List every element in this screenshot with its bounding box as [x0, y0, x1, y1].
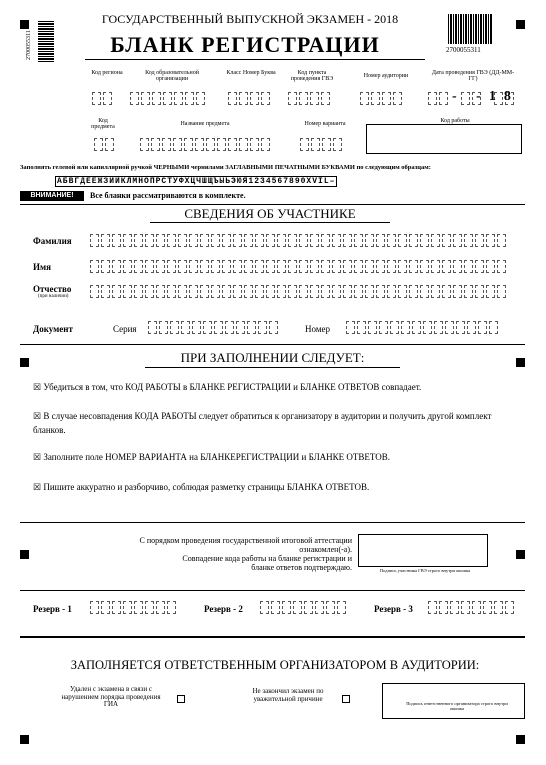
letter-cell[interactable]	[90, 285, 99, 298]
letter-cell[interactable]	[211, 285, 220, 298]
letter-cell[interactable]	[354, 234, 363, 247]
letter-cell[interactable]	[277, 234, 286, 247]
org-code-label: Код образовательной организации	[145, 70, 199, 82]
attention-text: Все бланки рассматриваются в комплекте.	[90, 191, 246, 200]
letter-cell[interactable]	[431, 285, 440, 298]
letter-cell[interactable]	[310, 285, 319, 298]
letter-cell[interactable]	[310, 234, 319, 247]
letter-cell[interactable]	[398, 260, 407, 273]
reserve-3-field[interactable]	[428, 601, 516, 614]
letter-cell[interactable]	[233, 234, 242, 247]
work-code-box[interactable]	[366, 124, 522, 154]
reserve-1-field[interactable]	[90, 601, 178, 614]
letter-cell[interactable]	[200, 234, 209, 247]
sample-characters	[55, 177, 337, 186]
letter-cell[interactable]	[90, 234, 99, 247]
attention-badge: ВНИМАНИЕ!	[20, 191, 84, 201]
letter-cell[interactable]	[244, 285, 253, 298]
letter-cell[interactable]	[156, 260, 165, 273]
letter-cell[interactable]	[244, 234, 253, 247]
series-field[interactable]	[148, 321, 280, 334]
letter-cell[interactable]	[244, 260, 253, 273]
rule-text: Заполните поле НОМЕР ВАРИАНТА на БЛАНКЕРЕГИСТРАЦИИ и БЛАНКЕ ОТВЕТОВ.	[43, 452, 391, 462]
subject-name-field[interactable]	[140, 138, 272, 151]
reserve-1-label: Резерв - 1	[33, 604, 72, 614]
ack-line-3: Совпадение кода работы на бланке регистрации и	[182, 554, 352, 563]
reserve-2-label: Резерв - 2	[204, 604, 243, 614]
letter-cell[interactable]	[310, 260, 319, 273]
organizer-section-title: ЗАПОЛНЯЕТСЯ ОТВЕТСТВЕННЫМ ОРГАНИЗАТОРОМ В АУДИТОРИИ:	[70, 658, 480, 672]
letter-cell[interactable]	[365, 260, 374, 273]
letter-cell[interactable]	[453, 260, 462, 273]
letter-cell[interactable]	[321, 285, 330, 298]
barcode-right	[448, 14, 492, 44]
letter-cell[interactable]	[442, 234, 451, 247]
rule-text: В случае несовпадения КОДА РАБОТЫ следует обратиться к организатору в аудитории и получить другой комплект бланков.	[33, 411, 492, 435]
letter-cell[interactable]	[123, 260, 132, 273]
checkbox-icon: ☒	[33, 482, 44, 492]
corner-marker	[20, 358, 29, 367]
letter-cell[interactable]	[211, 234, 220, 247]
letter-cell[interactable]	[475, 234, 484, 247]
ack-line-1: С порядком проведения государственной итоговой аттестации	[139, 536, 352, 545]
letter-cell[interactable]	[233, 285, 242, 298]
letter-cell[interactable]	[123, 285, 132, 298]
corner-marker	[20, 550, 29, 559]
letter-cell[interactable]	[431, 234, 440, 247]
letter-cell[interactable]	[222, 234, 231, 247]
letter-cell[interactable]	[420, 285, 429, 298]
removed-label: Удален с экзамена в связи с нарушением порядка проведения ГИА	[61, 685, 161, 708]
not-finished-label: Не закончил экзамен по уважительной причине	[252, 687, 324, 703]
letter-cell[interactable]	[332, 260, 341, 273]
barcode-left	[38, 20, 54, 62]
letter-cell[interactable]	[222, 260, 231, 273]
patronymic-field[interactable]	[90, 285, 508, 298]
letter-cell[interactable]	[266, 234, 275, 247]
letter-cell[interactable]	[233, 260, 242, 273]
letter-cell[interactable]	[376, 260, 385, 273]
letter-cell[interactable]	[398, 234, 407, 247]
letter-cell[interactable]	[200, 260, 209, 273]
letter-cell[interactable]	[288, 234, 297, 247]
letter-cell[interactable]	[145, 234, 154, 247]
point-code-label: Код пункта проведения ГВЭ	[290, 70, 334, 82]
letter-cell[interactable]	[189, 234, 198, 247]
series-label: Серия	[113, 324, 137, 334]
exam-title: ГОСУДАРСТВЕННЫЙ ВЫПУСКНОЙ ЭКЗАМЕН - 2018	[101, 12, 399, 26]
organizer-signature-caption: Подпись ответственного организатора строго внутри окошка	[406, 701, 508, 711]
letter-cell[interactable]	[497, 234, 506, 247]
letter-cell[interactable]	[288, 285, 297, 298]
reserve-2-field[interactable]	[260, 601, 348, 614]
letter-cell[interactable]	[442, 260, 451, 273]
letter-cell[interactable]	[277, 260, 286, 273]
form-title: БЛАНК РЕГИСТРАЦИИ	[110, 32, 380, 57]
subject-name-label: Название предмета	[180, 121, 230, 127]
letter-cell[interactable]	[321, 234, 330, 247]
corner-marker	[516, 20, 525, 29]
letter-cell[interactable]	[101, 260, 110, 273]
region-code-field[interactable]	[92, 92, 114, 105]
rule-item	[33, 450, 523, 464]
rule-text: Пишите аккуратно и разборчиво, соблюдая разметку страницы БЛАНКА ОТВЕТОВ.	[43, 482, 370, 492]
letter-cell[interactable]	[167, 260, 176, 273]
letter-cell[interactable]	[497, 285, 506, 298]
letter-cell[interactable]	[486, 260, 495, 273]
letter-cell[interactable]	[442, 285, 451, 298]
rule-item	[33, 380, 523, 394]
letter-cell[interactable]	[409, 234, 418, 247]
document-label: Документ	[33, 324, 73, 334]
letter-cell[interactable]	[266, 285, 275, 298]
letter-cell[interactable]	[354, 260, 363, 273]
exam-date-label: Дата проведения ГВЭ (ДД-ММ-ГГ)	[431, 70, 515, 82]
org-code-field[interactable]	[130, 92, 207, 105]
barcode-number-right: 2700055311	[446, 46, 481, 54]
letter-cell[interactable]	[145, 285, 154, 298]
subject-code-field[interactable]	[94, 138, 116, 151]
rule-item	[33, 409, 523, 437]
corner-marker	[516, 735, 525, 744]
corner-marker	[516, 358, 525, 367]
letter-cell[interactable]	[409, 260, 418, 273]
corner-marker	[20, 735, 29, 744]
letter-cell[interactable]	[134, 285, 143, 298]
letter-cell[interactable]	[464, 285, 473, 298]
checkbox-icon: ☒	[33, 452, 44, 462]
letter-cell[interactable]	[321, 260, 330, 273]
letter-cell[interactable]	[156, 285, 165, 298]
letter-cell[interactable]	[453, 234, 462, 247]
letter-cell[interactable]	[200, 285, 209, 298]
letter-cell[interactable]	[189, 285, 198, 298]
corner-marker	[20, 20, 29, 29]
letter-cell[interactable]	[101, 234, 110, 247]
letter-cell[interactable]	[255, 260, 264, 273]
letter-cell[interactable]	[453, 285, 462, 298]
name-label: Имя	[33, 262, 51, 272]
letter-cell[interactable]	[112, 260, 121, 273]
participant-signature-box[interactable]	[358, 534, 488, 567]
subject-code-label: Код предмета	[91, 118, 115, 130]
letter-cell[interactable]	[189, 260, 198, 273]
letter-cell[interactable]	[101, 285, 110, 298]
patronymic-label: Отчество	[33, 284, 72, 294]
letter-cell[interactable]	[288, 260, 297, 273]
letter-cell[interactable]	[365, 234, 374, 247]
number-label: Номер	[305, 324, 331, 334]
letter-cell[interactable]	[255, 234, 264, 247]
letter-cell[interactable]	[167, 234, 176, 247]
letter-cell[interactable]	[464, 260, 473, 273]
audience-number-field[interactable]	[360, 92, 404, 105]
letter-cell[interactable]	[365, 285, 374, 298]
corner-marker	[516, 550, 525, 559]
surname-label: Фамилия	[33, 236, 72, 246]
letter-cell[interactable]	[178, 260, 187, 273]
class-field[interactable]	[228, 92, 272, 105]
acknowledgement-text	[80, 536, 352, 572]
rules-title: ПРИ ЗАПОЛНЕНИИ СЛЕДУЕТ:	[180, 350, 365, 365]
work-code-label: Код работы	[440, 118, 470, 124]
letter-cell[interactable]	[178, 234, 187, 247]
letter-cell[interactable]	[266, 260, 275, 273]
letter-cell[interactable]	[387, 285, 396, 298]
divider	[20, 344, 525, 345]
letter-cell[interactable]	[387, 234, 396, 247]
surname-field[interactable]	[90, 234, 508, 247]
title-underline	[85, 59, 425, 60]
participant-section-title: СВЕДЕНИЯ ОБ УЧАСТНИКЕ	[184, 206, 356, 221]
checkbox-icon: ☒	[33, 411, 44, 421]
region-code-label: Код региона	[91, 70, 123, 76]
letter-cell[interactable]	[332, 285, 341, 298]
rule-item	[33, 480, 523, 494]
letter-cell[interactable]	[343, 234, 352, 247]
sample-characters-text: АБВГДЕЁЖЗИЙКЛМНОПРСТУФХЦЧШЩЪЫЬЭЮЯ1234567890XVIL–	[57, 177, 336, 186]
letter-cell[interactable]	[497, 260, 506, 273]
ack-line-2: ознакомлен(-а).	[299, 545, 352, 554]
fill-instruction: Заполнять гелевой или капиллярной ручкой ЧЕРНЫМИ чернилами ЗАГЛАВНЫМИ ПЕЧАТНЫМИ БУКВАМИ по следующим образцам:	[20, 164, 431, 171]
letter-cell[interactable]	[486, 285, 495, 298]
letter-cell[interactable]	[343, 260, 352, 273]
letter-cell[interactable]	[156, 234, 165, 247]
letter-cell[interactable]	[475, 285, 484, 298]
letter-cell[interactable]	[211, 260, 220, 273]
letter-cell[interactable]	[123, 234, 132, 247]
letter-cell[interactable]	[409, 285, 418, 298]
letter-cell[interactable]	[299, 260, 308, 273]
letter-cell[interactable]	[420, 234, 429, 247]
letter-cell[interactable]	[343, 285, 352, 298]
letter-cell[interactable]	[134, 260, 143, 273]
ack-line-4: бланке ответов подтверждаю.	[251, 563, 352, 572]
divider	[20, 522, 525, 523]
removed-checkbox[interactable]	[177, 695, 185, 703]
letter-cell[interactable]	[112, 285, 121, 298]
name-field[interactable]	[90, 260, 508, 273]
letter-cell[interactable]	[277, 285, 286, 298]
variant-number-field[interactable]	[300, 138, 344, 151]
divider-thick	[20, 636, 525, 638]
letter-cell[interactable]	[398, 285, 407, 298]
letter-cell[interactable]	[332, 234, 341, 247]
letter-cell[interactable]	[376, 234, 385, 247]
letter-cell[interactable]	[112, 234, 121, 247]
letter-cell[interactable]	[134, 234, 143, 247]
number-field[interactable]	[346, 321, 500, 334]
divider	[20, 590, 525, 591]
letter-cell[interactable]	[431, 260, 440, 273]
letter-cell[interactable]	[464, 234, 473, 247]
letter-cell[interactable]	[420, 260, 429, 273]
letter-cell[interactable]	[299, 234, 308, 247]
rule-text: Убедиться в том, что КОД РАБОТЫ в БЛАНКЕ РЕГИСТРАЦИИ и БЛАНКЕ ОТВЕТОВ совпадает.	[43, 382, 422, 392]
rules-underline	[145, 367, 400, 368]
participant-signature-caption: Подпись участника ГВЭ строго внутри окошка	[379, 568, 471, 573]
reserve-3-label: Резерв - 3	[374, 604, 413, 614]
letter-cell[interactable]	[299, 285, 308, 298]
not-finished-checkbox[interactable]	[342, 695, 350, 703]
variant-number-label: Номер варианта	[304, 121, 346, 127]
barcode-number-left: 2700055311	[26, 30, 32, 60]
letter-cell[interactable]	[486, 234, 495, 247]
letter-cell[interactable]	[387, 260, 396, 273]
letter-cell[interactable]	[376, 285, 385, 298]
letter-cell[interactable]	[145, 260, 154, 273]
checkbox-icon: ☒	[33, 382, 44, 392]
section-underline	[150, 222, 390, 223]
letter-cell[interactable]	[475, 260, 484, 273]
letter-cell[interactable]	[167, 285, 176, 298]
exam-date-value: - -18	[452, 89, 519, 104]
letter-cell[interactable]	[178, 285, 187, 298]
letter-cell[interactable]	[222, 285, 231, 298]
point-code-field[interactable]	[288, 92, 332, 105]
letter-cell[interactable]	[255, 285, 264, 298]
letter-cell[interactable]	[354, 285, 363, 298]
audience-number-label: Номер аудитории	[363, 73, 409, 79]
class-label: Класс Номер Буква	[226, 70, 276, 76]
patronymic-note: (при наличии)	[38, 294, 69, 299]
divider	[20, 204, 525, 205]
letter-cell[interactable]	[90, 260, 99, 273]
